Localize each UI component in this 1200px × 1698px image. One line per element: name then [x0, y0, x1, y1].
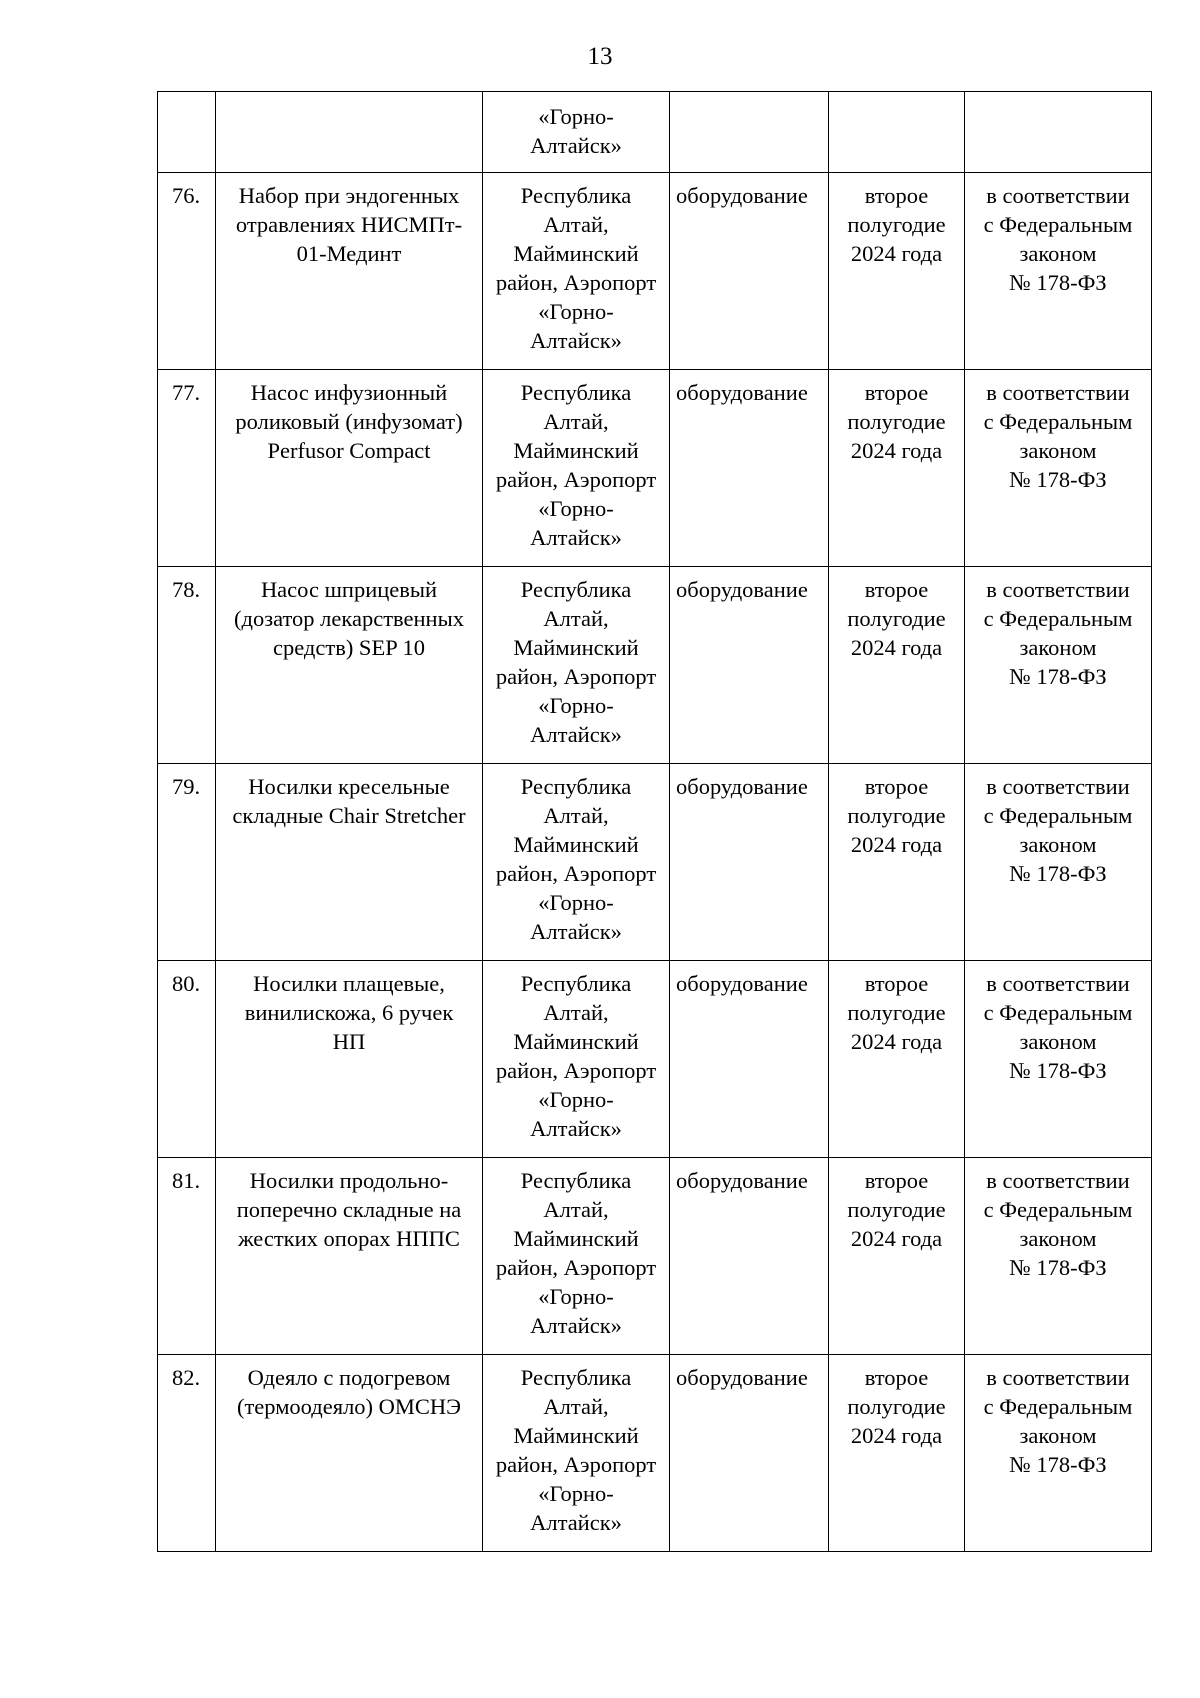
- cell-period: второе полугодие 2024 года: [829, 1355, 965, 1552]
- table-row: [158, 567, 1152, 764]
- cell-place: Республика Алтай, Майминский район, Аэропорт «Горно- Алтайск»: [483, 173, 670, 370]
- cell-period: второе полугодие 2024 года: [829, 764, 965, 961]
- cell-name: Носилки кресельные складные Chair Stretcher: [216, 764, 483, 961]
- cell-category: оборудование: [670, 1158, 829, 1355]
- cell-name: Носилки продольно- поперечно складные на жестких опорах НППС: [216, 1158, 483, 1355]
- cell-category: оборудование: [670, 1355, 829, 1552]
- cell-place: Республика Алтай, Майминский район, Аэропорт «Горно- Алтайск»: [483, 370, 670, 567]
- page-number: 13: [587, 43, 613, 70]
- cell-basis: [965, 92, 1152, 173]
- cell-basis: в соответствии с Федеральным законом № 178-ФЗ: [965, 173, 1152, 370]
- cell-name: Насос инфузионный роликовый (инфузомат) Perfusor Compact: [216, 370, 483, 567]
- cell-place: Республика Алтай, Майминский район, Аэропорт «Горно- Алтайск»: [483, 567, 670, 764]
- cell-basis: в соответствии с Федеральным законом № 178-ФЗ: [965, 1355, 1152, 1552]
- cell-period: [829, 92, 965, 173]
- cell-basis: в соответствии с Федеральным законом № 178-ФЗ: [965, 764, 1152, 961]
- cell-number: 76.: [158, 173, 216, 370]
- table-row: [158, 173, 1152, 370]
- cell-name: Набор при эндогенных отравлениях НИСМПт- 01-Мединт: [216, 173, 483, 370]
- table-row: [158, 961, 1152, 1158]
- cell-category: оборудование: [670, 961, 829, 1158]
- table-row: [158, 764, 1152, 961]
- cell-number: 81.: [158, 1158, 216, 1355]
- cell-place: Республика Алтай, Майминский район, Аэропорт «Горно- Алтайск»: [483, 1158, 670, 1355]
- cell-period: второе полугодие 2024 года: [829, 961, 965, 1158]
- cell-period: второе полугодие 2024 года: [829, 567, 965, 764]
- cell-period: второе полугодие 2024 года: [829, 370, 965, 567]
- cell-category: оборудование: [670, 370, 829, 567]
- cell-number: [158, 92, 216, 173]
- equipment-table: [157, 91, 1152, 1552]
- cell-category: оборудование: [670, 173, 829, 370]
- cell-name: Насос шприцевый (дозатор лекарственных средств) SEP 10: [216, 567, 483, 764]
- table-row: [158, 1158, 1152, 1355]
- cell-basis: в соответствии с Федеральным законом № 178-ФЗ: [965, 370, 1152, 567]
- cell-period: второе полугодие 2024 года: [829, 173, 965, 370]
- cell-category: оборудование: [670, 567, 829, 764]
- cell-name: Одеяло с подогревом (термоодеяло) ОМСНЭ: [216, 1355, 483, 1552]
- table-row: [158, 370, 1152, 567]
- cell-number: 78.: [158, 567, 216, 764]
- table-row-continuation: [158, 92, 1152, 173]
- cell-number: 77.: [158, 370, 216, 567]
- cell-name: Носилки плащевые, винилискожа, 6 ручек НП: [216, 961, 483, 1158]
- cell-basis: в соответствии с Федеральным законом № 178-ФЗ: [965, 567, 1152, 764]
- cell-basis: в соответствии с Федеральным законом № 178-ФЗ: [965, 1158, 1152, 1355]
- cell-category: оборудование: [670, 764, 829, 961]
- cell-place: Республика Алтай, Майминский район, Аэропорт «Горно- Алтайск»: [483, 764, 670, 961]
- cell-category: [670, 92, 829, 173]
- table-row: [158, 1355, 1152, 1552]
- cell-place: Республика Алтай, Майминский район, Аэропорт «Горно- Алтайск»: [483, 961, 670, 1158]
- cell-number: 82.: [158, 1355, 216, 1552]
- cell-number: 79.: [158, 764, 216, 961]
- cell-name: [216, 92, 483, 173]
- cell-period: второе полугодие 2024 года: [829, 1158, 965, 1355]
- cell-number: 80.: [158, 961, 216, 1158]
- cell-place: Республика Алтай, Майминский район, Аэропорт «Горно- Алтайск»: [483, 1355, 670, 1552]
- cell-place: «Горно- Алтайск»: [483, 92, 670, 173]
- cell-basis: в соответствии с Федеральным законом № 178-ФЗ: [965, 961, 1152, 1158]
